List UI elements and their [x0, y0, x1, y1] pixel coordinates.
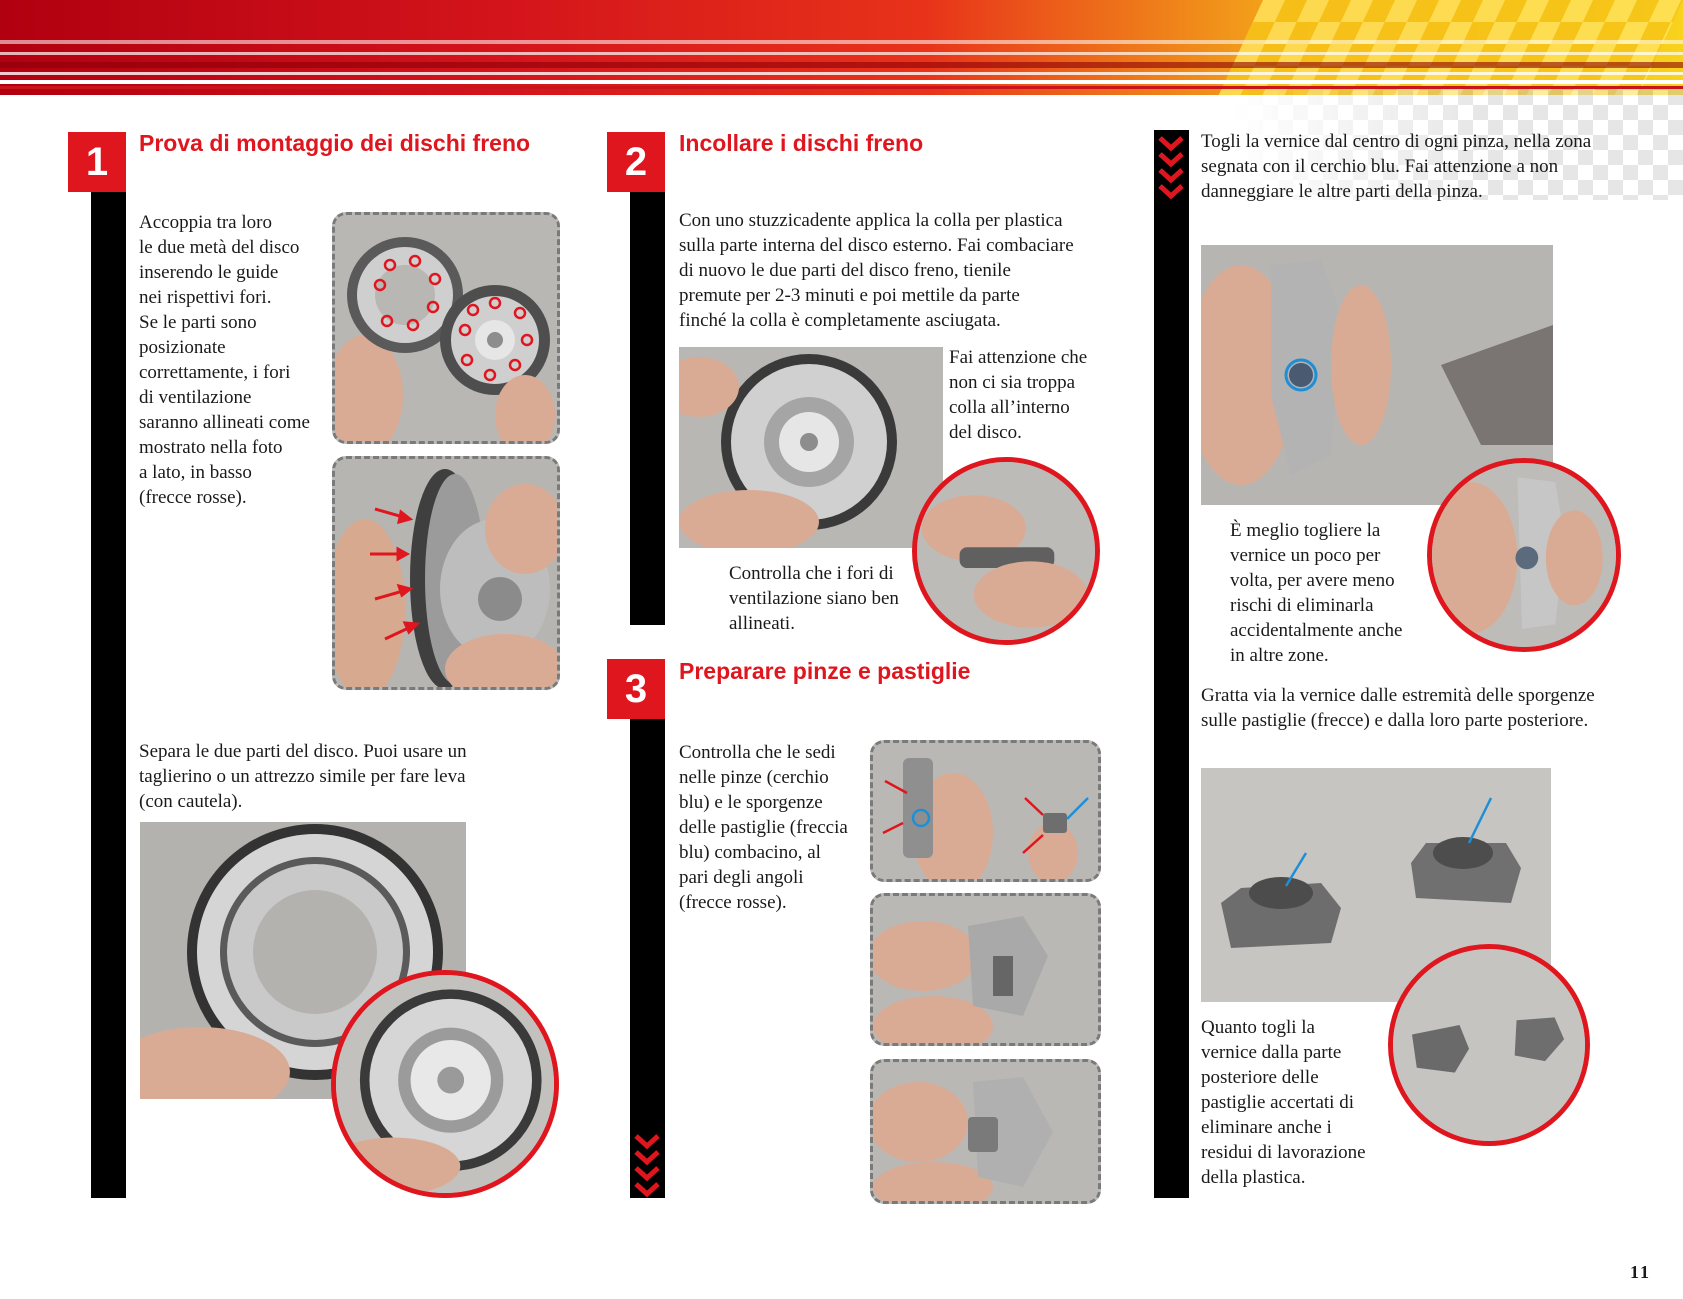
text-line: posteriore delle — [1201, 1067, 1319, 1088]
text-line: le due metà del disco — [139, 237, 300, 258]
step-1-number: 1 — [68, 132, 126, 192]
text-line: eliminare anche i — [1201, 1117, 1332, 1138]
text-line: Gratta via la vernice dalle estremità delle sporgenze — [1201, 685, 1595, 706]
text-line: non ci sia troppa — [949, 372, 1076, 393]
column-3-text-d — [1201, 1015, 1391, 1190]
pads-back-illustration — [1393, 949, 1585, 1141]
header-banner — [0, 0, 1683, 95]
text-line: residui di lavorazione — [1201, 1142, 1366, 1163]
photo-caliper-pad-inserted — [870, 1059, 1101, 1204]
text-line: Se le parti sono — [139, 312, 257, 333]
step-2-title: Incollare i dischi freno — [679, 130, 924, 156]
column-3-text-c — [1201, 683, 1641, 733]
text-line: (con cautela). — [139, 791, 243, 812]
chevron-down-icon — [1154, 132, 1189, 204]
text-line: blu) combacino, al — [679, 842, 821, 863]
text-line: segnata con il cerchio blu. Fai attenzione a non — [1201, 156, 1559, 177]
text-line: nelle pinze (cerchio — [679, 767, 829, 788]
step-3-text-a — [679, 740, 869, 915]
text-line: sulla parte interna del disco esterno. Fai combaciare — [679, 235, 1074, 256]
detail-circle-pads-back — [1388, 944, 1590, 1146]
text-line: (frecce rosse). — [679, 892, 787, 913]
text-line: danneggiare le altre parti della pinza. — [1201, 181, 1483, 202]
step-2-text-b — [949, 345, 1099, 445]
text-line: pari degli angoli — [679, 867, 804, 888]
text-line: blu) e le sporgenze — [679, 792, 823, 813]
text-line: premute per 2-3 minuti e poi mettile da parte — [679, 285, 1020, 306]
text-line: nei rispettivi fori. — [139, 287, 272, 308]
text-line: Con uno stuzzicadente applica la colla per plastica — [679, 210, 1063, 231]
photo-glue-disc — [679, 347, 943, 548]
caliper-side-illustration — [873, 896, 1098, 1043]
step-2-text-c — [729, 561, 929, 636]
text-line: È meglio togliere la — [1230, 520, 1381, 541]
text-line: allineati. — [729, 613, 795, 634]
text-line: in altre zone. — [1230, 645, 1329, 666]
text-line: (frecce rosse). — [139, 487, 247, 508]
column-3-bar — [1154, 130, 1189, 1198]
disc-halves-illustration — [335, 215, 557, 441]
text-line: vernice dalla parte — [1201, 1042, 1342, 1063]
step-1-bar — [91, 192, 126, 1198]
photo-disc-halves — [332, 212, 560, 444]
step-2-bar — [630, 192, 665, 625]
text-line: sulle pastiglie (frecce) e dalla loro parte posteriore. — [1201, 710, 1589, 731]
column-3-text-a — [1201, 129, 1641, 204]
photo-caliper-side — [870, 893, 1101, 1046]
text-line: mostrato nella foto — [139, 437, 283, 458]
text-line: finché la colla è completamente asciugata. — [679, 310, 1001, 331]
step-1-text-b — [139, 739, 519, 814]
text-line: Controlla che le sedi — [679, 742, 836, 763]
text-line: volta, per avere meno — [1230, 570, 1395, 591]
step-3-number: 3 — [607, 659, 665, 719]
text-line: delle pastiglie (freccia — [679, 817, 848, 838]
text-line: colla all’interno — [949, 397, 1070, 418]
text-line: inserendo le guide — [139, 262, 279, 283]
text-line: Separa le due parti del disco. Puoi usare un — [139, 741, 467, 762]
step-3-bar — [630, 719, 665, 1198]
disc-hub-illustration — [336, 975, 554, 1193]
text-line: di nuovo le due parti del disco freno, tienile — [679, 260, 1011, 281]
caliper-pad-illustration — [873, 743, 1098, 879]
text-line: Togli la vernice dal centro di ogni pinza, nella zona — [1201, 131, 1592, 152]
text-line: del disco. — [949, 422, 1022, 443]
caliper-detail-illustration — [1432, 463, 1616, 647]
text-line: correttamente, i fori — [139, 362, 291, 383]
text-line: Fai attenzione che — [949, 347, 1088, 368]
text-line: Accoppia tra loro — [139, 212, 272, 233]
column-3-text-b — [1230, 518, 1425, 668]
text-line: accidentalmente anche — [1230, 620, 1403, 641]
text-line: pastiglie accertati di — [1201, 1092, 1354, 1113]
glue-disc-illustration — [679, 347, 943, 548]
text-line: della plastica. — [1201, 1167, 1306, 1188]
step-2-text-a — [679, 208, 1119, 333]
text-line: vernice un poco per — [1230, 545, 1381, 566]
text-line: Quanto togli la — [1201, 1017, 1315, 1038]
text-line: posizionate — [139, 337, 226, 358]
photo-caliper-pad-fit — [870, 740, 1101, 882]
text-line: di ventilazione — [139, 387, 252, 408]
text-line: rischi di eliminarla — [1230, 595, 1374, 616]
detail-circle-glue — [912, 457, 1100, 645]
detail-circle-caliper — [1427, 458, 1621, 652]
step-2-number: 2 — [607, 132, 665, 192]
step-3-title: Preparare pinze e pastiglie — [679, 658, 971, 684]
glue-detail-illustration — [917, 462, 1095, 640]
caliper-inserted-illustration — [873, 1062, 1098, 1201]
text-line: taglierino o un attrezzo simile per fare leva — [139, 766, 466, 787]
page-number: 11 — [1629, 1262, 1651, 1282]
text-line: ventilazione siano ben — [729, 588, 899, 609]
chevron-down-icon — [630, 1128, 665, 1198]
step-1-title: Prova di montaggio dei dischi freno — [139, 130, 531, 156]
disc-aligned-illustration — [335, 459, 557, 687]
detail-circle-disc-hub — [331, 970, 559, 1198]
text-line: saranno allineati come — [139, 412, 310, 433]
text-line: Controlla che i fori di — [729, 563, 894, 584]
text-line: a lato, in basso — [139, 462, 252, 483]
photo-disc-aligned — [332, 456, 560, 690]
step-1-text-a — [139, 210, 339, 510]
